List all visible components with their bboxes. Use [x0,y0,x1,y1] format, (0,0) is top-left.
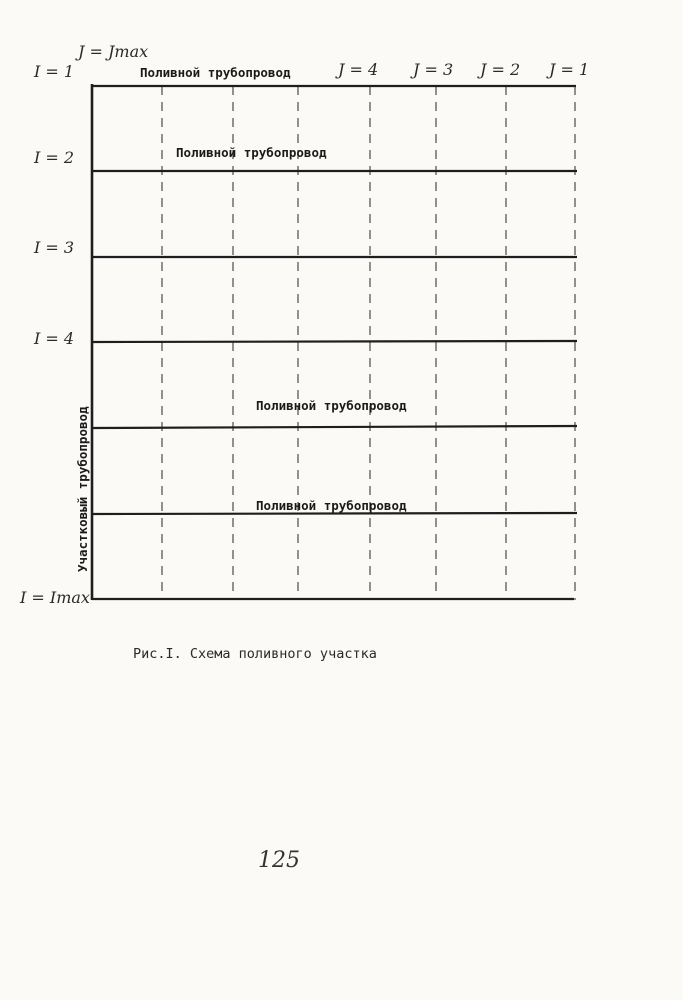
column-label-max: J = Jmax [78,42,149,61]
column-label-2: J = 2 [480,60,521,79]
irrigation-pipe-label-4: Поливной трубопровод [256,498,407,513]
row-label-1: I = 1 [34,62,75,81]
pipe-line-row-5 [92,426,577,428]
irrigation-pipe-label-1: Поливной трубопровод [140,65,291,80]
row-label-3: I = 3 [34,238,75,257]
pipe-line-row-4 [92,341,577,342]
row-label-2: I = 2 [34,148,75,167]
page-number: 125 [258,848,300,873]
site-pipe-label: Участковый трубопровод [75,406,90,572]
row-label-4: I = 4 [34,329,75,348]
column-label-1: J = 1 [549,60,590,79]
irrigation-pipe-label-3: Поливной трубопровод [256,398,407,413]
figure-caption: Рис.I. Схема поливного участка [133,646,377,662]
row-label-max: I = Imax [20,588,90,607]
irrigation-pipe-label-2: Поливной трубопровод [176,145,327,160]
pipe-line-row-6 [92,513,577,514]
column-label-4: J = 4 [338,60,379,79]
column-label-3: J = 3 [413,60,454,79]
